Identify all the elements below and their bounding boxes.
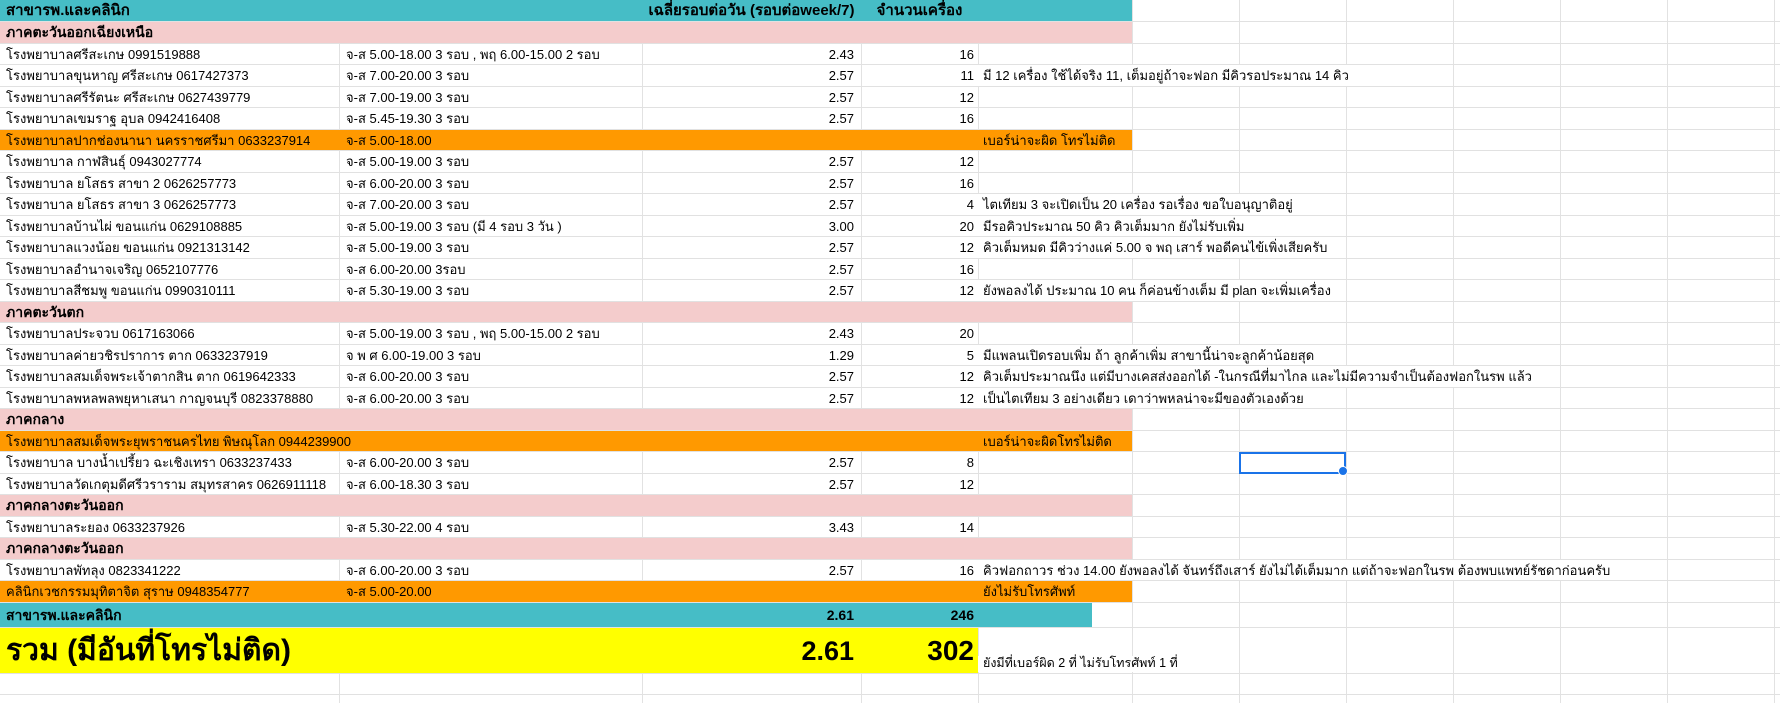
note-cell[interactable]: คิวเต็มประมาณนึง แต่มีบางเคสส่งออกได้ -ในกรณีที่มาไกล และไม่มีความจำเป็นต้องฟอกในรพ แล้ว (978, 366, 1538, 387)
empty-row[interactable] (0, 695, 1780, 703)
machine-count-cell[interactable]: 12 (959, 154, 974, 169)
hospital-name-cell[interactable]: โรงพยาบาลประจวบ 0617163066 (6, 326, 195, 341)
hospital-row (0, 108, 1780, 130)
machine-count-cell[interactable]: 11 (960, 68, 974, 83)
note-cell[interactable]: ยังไม่รับโทรศัพท์ (983, 584, 1076, 599)
avg-rounds-cell[interactable]: 2.43 (828, 326, 854, 341)
avg-rounds-cell[interactable]: 3.00 (828, 218, 854, 234)
hospital-row (0, 194, 1780, 216)
schedule-cell[interactable]: จ-ส 6.00-20.00 3 รอบ (346, 562, 470, 578)
avg-rounds-cell[interactable]: 3.43 (828, 519, 854, 535)
avg-rounds-cell[interactable]: 2.57 (828, 68, 854, 83)
hospital-row (0, 280, 1780, 302)
region-section-row (0, 409, 1780, 431)
note-cell[interactable]: มีแพลนเปิดรอบเพิ่ม ถ้า ลูกค้าเพิ่ม สาขานี้น่าจะลูกค้าน้อยสุด (978, 345, 1320, 366)
region-name-cell[interactable]: ภาคตะวันออกเฉียงเหนือ (6, 24, 154, 40)
hospital-row (0, 474, 1780, 496)
machine-count-cell[interactable]: 12 (959, 283, 974, 298)
hospital-row (0, 259, 1780, 281)
grand-total-label-cell[interactable]: รวม (มีอันที่โทรไม่ติด) (6, 633, 291, 667)
note-cell[interactable]: ไตเทียม 3 จะเปิดเป็น 20 เครื่อง รอเรื่อง ขอใบอนุญาติอยู่ (978, 194, 1299, 215)
hospital-row (0, 560, 1780, 582)
schedule-cell[interactable]: จ-ส 6.00-20.00 3 รอบ (346, 369, 470, 384)
schedule-cell[interactable]: จ-ส 6.00-20.00 3รอบ (346, 261, 466, 277)
machine-count-cell[interactable]: 16 (959, 261, 974, 277)
avg-rounds-cell[interactable]: 2.57 (828, 111, 854, 126)
hospital-row (0, 345, 1780, 367)
machine-count-cell[interactable]: 4 (966, 197, 974, 212)
machine-count-cell[interactable]: 16 (959, 175, 974, 191)
hospital-name-cell[interactable]: โรงพยาบาลศรีสะเกษ 0991519888 (6, 46, 201, 62)
note-cell[interactable]: คิวเต็มหมด มีคิวว่างแค่ 5.00 จ พฤ เสาร์ พอดีคนไข้เพิ่งเสียครับ (978, 237, 1333, 258)
avg-rounds-cell[interactable]: 1.29 (828, 347, 854, 363)
region-name-cell[interactable]: ภาคกลาง (6, 411, 65, 427)
hospital-name-cell[interactable]: โรงพยาบาลสมเด็จพระยุพราชนครไทย พิษณุโลก 0944239900 (6, 433, 351, 449)
machine-count-cell[interactable]: 12 (959, 476, 974, 492)
hospital-name-cell[interactable]: โรงพยาบาลสมเด็จพระเจ้าตากสิน ตาก 0619642333 (6, 369, 296, 384)
avg-rounds-cell[interactable]: 2.57 (828, 369, 854, 384)
note-cell[interactable]: เบอร์น่าจะผิด โทรไม่ติด (983, 132, 1116, 148)
hospital-name-cell[interactable]: โรงพยาบาลขุนหาญ ศรีสะเกษ 0617427373 (6, 68, 249, 83)
hospital-name-cell[interactable]: โรงพยาบาลพหลพลพยุหาเสนา กาญจนบุรี 0823378880 (6, 390, 314, 406)
schedule-cell[interactable]: จ-ส 5.00-19.00 3 รอบ (346, 240, 470, 255)
schedule-cell[interactable]: จ-ส 6.00-18.30 3 รอบ (346, 476, 470, 492)
hospital-name-cell[interactable]: โรงพยาบาล กาฬสินธุ์ 0943027774 (6, 154, 202, 169)
machine-count-cell[interactable]: 14 (959, 519, 974, 535)
schedule-cell[interactable]: จ-ส 5.00-19.00 3 รอบ (346, 154, 470, 169)
machine-count-cell[interactable]: 12 (959, 89, 974, 105)
hospital-row (0, 151, 1780, 173)
hospital-name-cell[interactable]: โรงพยาบาลค่ายวชิรปราการ ตาก 0633237919 (6, 347, 268, 363)
header-row (0, 0, 1780, 22)
machine-count-cell[interactable]: 20 (959, 326, 974, 341)
grand-total-row (0, 628, 1780, 674)
header-avg-cell[interactable]: เฉลี่ยรอบต่อวัน (รอบต่อweek/7) (648, 2, 855, 19)
hospital-row (0, 173, 1780, 195)
avg-rounds-cell[interactable]: 2.57 (828, 476, 854, 492)
summary-row (0, 603, 1780, 628)
hospital-row (0, 452, 1780, 474)
summary-label-cell[interactable]: สาขารพ.และคลินิก (6, 606, 122, 623)
hospital-row (0, 581, 1780, 603)
schedule-cell[interactable]: จ-ส 5.45-19.30 3 รอบ (346, 111, 470, 126)
hospital-row (0, 323, 1780, 345)
hospital-name-cell[interactable]: โรงพยาบาลระยอง 0633237926 (6, 519, 185, 535)
hospital-name-cell[interactable]: โรงพยาบาล บางน้ำเปรี้ยว ฉะเชิงเทรา 0633237433 (6, 455, 292, 470)
schedule-cell[interactable]: จ-ส 5.00-18.00 (346, 132, 432, 148)
empty-row[interactable] (0, 674, 1780, 696)
hospital-row (0, 87, 1780, 109)
schedule-cell[interactable]: จ พ ศ 6.00-19.00 3 รอบ (346, 347, 481, 363)
hospital-row (0, 237, 1780, 259)
schedule-cell[interactable]: จ-ส 6.00-20.00 3 รอบ (346, 455, 470, 470)
avg-rounds-cell[interactable]: 2.57 (828, 175, 854, 191)
avg-rounds-cell[interactable]: 2.43 (828, 46, 854, 62)
hospital-row (0, 44, 1780, 66)
machine-count-cell[interactable]: 16 (959, 562, 974, 578)
machine-count-cell[interactable]: 12 (959, 390, 974, 406)
schedule-cell[interactable]: จ-ส 7.00-20.00 3 รอบ (346, 68, 470, 83)
note-cell[interactable]: เบอร์น่าจะผิดโทรไม่ติด (983, 433, 1112, 449)
region-section-row (0, 22, 1780, 44)
hospital-row (0, 517, 1780, 539)
summary-machines-cell[interactable]: 246 (950, 606, 974, 623)
grand-total-avg-cell[interactable]: 2.61 (801, 635, 854, 666)
schedule-cell[interactable]: จ-ส 7.00-20.00 3 รอบ (346, 197, 470, 212)
note-cell[interactable]: คิวฟอกถาวร ช่วง 14.00 ยังพอลงได้ จันทร์ถึงเสาร์ ยังไม่ได้เต็มมาก แต่ถ้าจะฟอกในรพ ต้องพบแพทย์รัชดาก่อนครับ (978, 560, 1616, 581)
region-section-row (0, 302, 1780, 324)
hospital-name-cell[interactable]: โรงพยาบาลสีชมพู ขอนแก่น 0990310111 (6, 283, 236, 298)
avg-rounds-cell[interactable]: 2.57 (828, 283, 854, 298)
region-name-cell[interactable]: ภาคตะวันตก (6, 303, 85, 320)
summary-avg-cell[interactable]: 2.61 (826, 606, 854, 623)
hospital-name-cell[interactable]: โรงพยาบาลศรีรัตนะ ศรีสะเกษ 0627439779 (6, 89, 251, 105)
hospital-name-cell[interactable]: โรงพยาบาลอำนาจเจริญ 0652107776 (6, 261, 219, 277)
machine-count-cell[interactable]: 16 (959, 46, 974, 62)
avg-rounds-cell[interactable]: 2.57 (828, 562, 854, 578)
grand-total-note-cell[interactable]: ยังมีที่เบอร์ผิด 2 ที่ ไม่รับโทรศัพท์ 1 ที่ (978, 656, 1184, 672)
region-name-cell[interactable]: ภาคกลางตะวันออก (6, 540, 124, 556)
hospital-name-cell[interactable]: โรงพยาบาลวัดเกตุมดีศรีวราราม สมุทรสาคร 0626911118 (6, 476, 327, 492)
hospital-row (0, 366, 1780, 388)
hospital-row (0, 388, 1780, 410)
avg-rounds-cell[interactable]: 2.57 (828, 197, 854, 212)
avg-rounds-cell[interactable]: 2.57 (828, 390, 854, 406)
hospital-name-cell[interactable]: โรงพยาบาลพัทลุง 0823341222 (6, 562, 181, 578)
schedule-cell[interactable]: จ-ส 5.30-22.00 4 รอบ (346, 519, 470, 535)
avg-rounds-cell[interactable]: 2.57 (828, 261, 854, 277)
hospital-name-cell[interactable]: โรงพยาบาลแวงน้อย ขอนแก่น 0921313142 (6, 240, 250, 255)
hospital-name-cell[interactable]: โรงพยาบาลปากช่องนานา นครราชศรีมา 0633237914 (6, 132, 311, 148)
fill-handle[interactable] (1338, 466, 1348, 476)
hospital-name-cell[interactable]: โรงพยาบาลเขมราฐ อุบล 0942416408 (6, 111, 221, 126)
hospital-name-cell[interactable]: โรงพยาบาล ยโสธร สาขา 2 0626257773 (6, 175, 237, 191)
schedule-cell[interactable]: จ-ส 5.30-19.00 3 รอบ (346, 283, 470, 298)
hospital-row (0, 431, 1780, 453)
machine-count-cell[interactable]: 20 (959, 218, 974, 234)
avg-rounds-cell[interactable]: 2.57 (828, 455, 854, 470)
schedule-cell[interactable]: จ-ส 5.00-19.00 3 รอบ , พฤ 5.00-15.00 2 รอบ (346, 326, 600, 341)
machine-count-cell[interactable]: 12 (959, 369, 974, 384)
header-title-cell[interactable]: สาขารพ.และคลินิก (6, 2, 130, 19)
machine-count-cell[interactable]: 5 (966, 347, 974, 363)
hospital-name-cell[interactable]: โรงพยาบาลบ้านไผ่ ขอนแก่น 0629108885 (6, 218, 243, 234)
avg-rounds-cell[interactable]: 2.57 (828, 154, 854, 169)
header-machines-cell[interactable]: จำนวนเครื่อง (876, 2, 963, 19)
schedule-cell[interactable]: จ-ส 5.00-20.00 (346, 584, 432, 599)
avg-rounds-cell[interactable]: 2.57 (828, 240, 854, 255)
schedule-cell[interactable]: จ-ส 6.00-20.00 3 รอบ (346, 175, 470, 191)
avg-rounds-cell[interactable]: 2.57 (828, 89, 854, 105)
hospital-row (0, 130, 1780, 152)
region-name-cell[interactable]: ภาคกลางตะวันออก (6, 497, 124, 513)
note-cell[interactable]: มี 12 เครื่อง ใช้ได้จริง 11, เต็มอยู่ถ้าจะฟอก มีคิวรอประมาณ 14 คิว (978, 65, 1355, 86)
note-cell[interactable]: มีรอคิวประมาณ 50 คิว คิวเต็มมาก ยังไม่รับเพิ่ม (978, 216, 1251, 237)
machine-count-cell[interactable]: 12 (959, 240, 974, 255)
note-cell[interactable]: ยังพอลงได้ ประมาณ 10 คน ก็ค่อนข้างเต็ม มี plan จะเพิ่มเครื่อง (978, 280, 1337, 301)
schedule-cell[interactable]: จ-ส 5.00-19.00 3 รอบ (มี 4 รอบ 3 วัน ) (346, 218, 562, 234)
hospital-row (0, 216, 1780, 238)
note-cell[interactable]: เป็นไตเทียม 3 อย่างเดียว เดาว่าพหลน่าจะมีของตัวเองด้วย (978, 388, 1310, 409)
schedule-cell[interactable]: จ-ส 5.00-18.00 3 รอบ , พฤ 6.00-15.00 2 รอบ (346, 46, 600, 62)
selected-cell[interactable] (1239, 452, 1346, 474)
grand-total-machines-cell[interactable]: 302 (927, 634, 974, 666)
schedule-cell[interactable]: จ-ส 6.00-20.00 3 รอบ (346, 390, 470, 406)
hospital-name-cell[interactable]: โรงพยาบาล ยโสธร สาขา 3 0626257773 (6, 197, 237, 212)
region-section-row (0, 495, 1780, 517)
hospital-row (0, 65, 1780, 87)
machine-count-cell[interactable]: 8 (966, 455, 974, 470)
machine-count-cell[interactable]: 16 (959, 111, 974, 126)
region-section-row (0, 538, 1780, 560)
hospital-name-cell[interactable]: คลินิกเวชกรรมมุทิตาจิต สุราษ 0948354777 (6, 584, 250, 599)
schedule-cell[interactable]: จ-ส 7.00-19.00 3 รอบ (346, 89, 470, 105)
